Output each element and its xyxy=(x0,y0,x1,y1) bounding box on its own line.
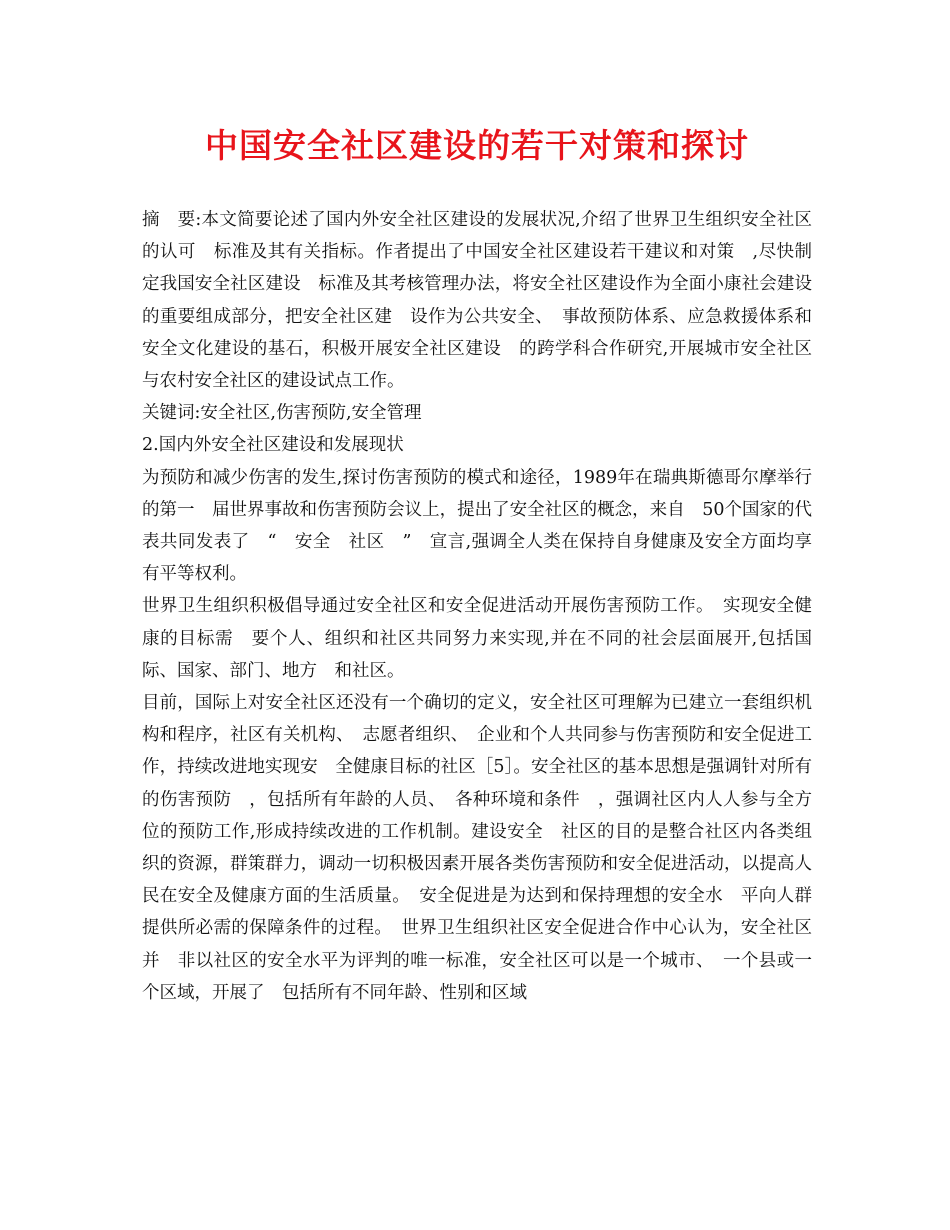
document-body xyxy=(142,204,812,1009)
document-title: 中国安全社区建设的若干对策和探讨 xyxy=(205,126,749,165)
section-heading: 2.国内外安全社区建设和发展现状 xyxy=(142,435,404,456)
body-paragraph: 世界卫生组织积极倡导通过安全社区和安全促进活动开展伤害预防工作。 实现安全健康的目标需 要个人、组织和社区共同努力来实现,并在不同的社会层面展开,包括国际、国家、部门、地方 和社区。 xyxy=(142,596,812,681)
body-paragraph: 目前，国际上对安全社区还没有一个确切的定义，安全社区可理解为已建立一套组织机构和程序，社区有关机构、 志愿者组织、 企业和个人共同参与伤害预防和安全促进工作，持续改进地实现安 全健康目标的社区［5］。安全社区的基本思想是强调针对所有的伤害预防 ，包括所有年龄的人员、 各种环境和条件 ，强调社区内人人参与全方位的预防工作,形成持续改进的工作机制。建设安全 社区的目的是整合社区内各类组织的资源，群策群力，调动一切积极因素开展各类伤害预防和安全促进活动，以提高人民在安全及健康方面的生活质量。 安全促进是为达到和保持理想的安全水 平向人群提供所必需的保障条件的过程。 世界卫生组织社区安全促进合作中心认为，安全社区并 非以社区的安全水平为评判的唯一标准，安全社区可以是一个城市、 一个县或一个区域，开展了 包括所有不同年龄、性别和区域 xyxy=(142,693,812,1003)
keywords-line: 关键词:安全社区,伤害预防,安全管理 xyxy=(142,403,422,424)
document-page xyxy=(142,118,812,1009)
body-paragraph: 为预防和减少伤害的发生,探讨伤害预防的模式和途径，1989年在瑞典斯德哥尔摩举行的第一 届世界事故和伤害预防会议上，提出了安全社区的概念，来自 50个国家的代表共同发表了 “ 安全 社区 ” 宣言,强调全人类在保持自身健康及安全方面均享有平等权利。 xyxy=(142,467,812,585)
abstract-paragraph: 摘 要:本文简要论述了国内外安全社区建设的发展状况,介绍了世界卫生组织安全社区的认可 标准及其有关指标。作者提出了中国安全社区建设若干建议和对策 ,尽快制定我国安全社区建设 标准及其考核管理办法，将安全社区建设作为全面小康社会建设的重要组成部分，把安全社区建 设作为公共安全、 事故预防体系、应急救援体系和安全文化建设的基石，积极开展安全社区建设 的跨学科合作研究,开展城市安全社区与农村安全社区的建设试点工作。 xyxy=(142,210,812,392)
